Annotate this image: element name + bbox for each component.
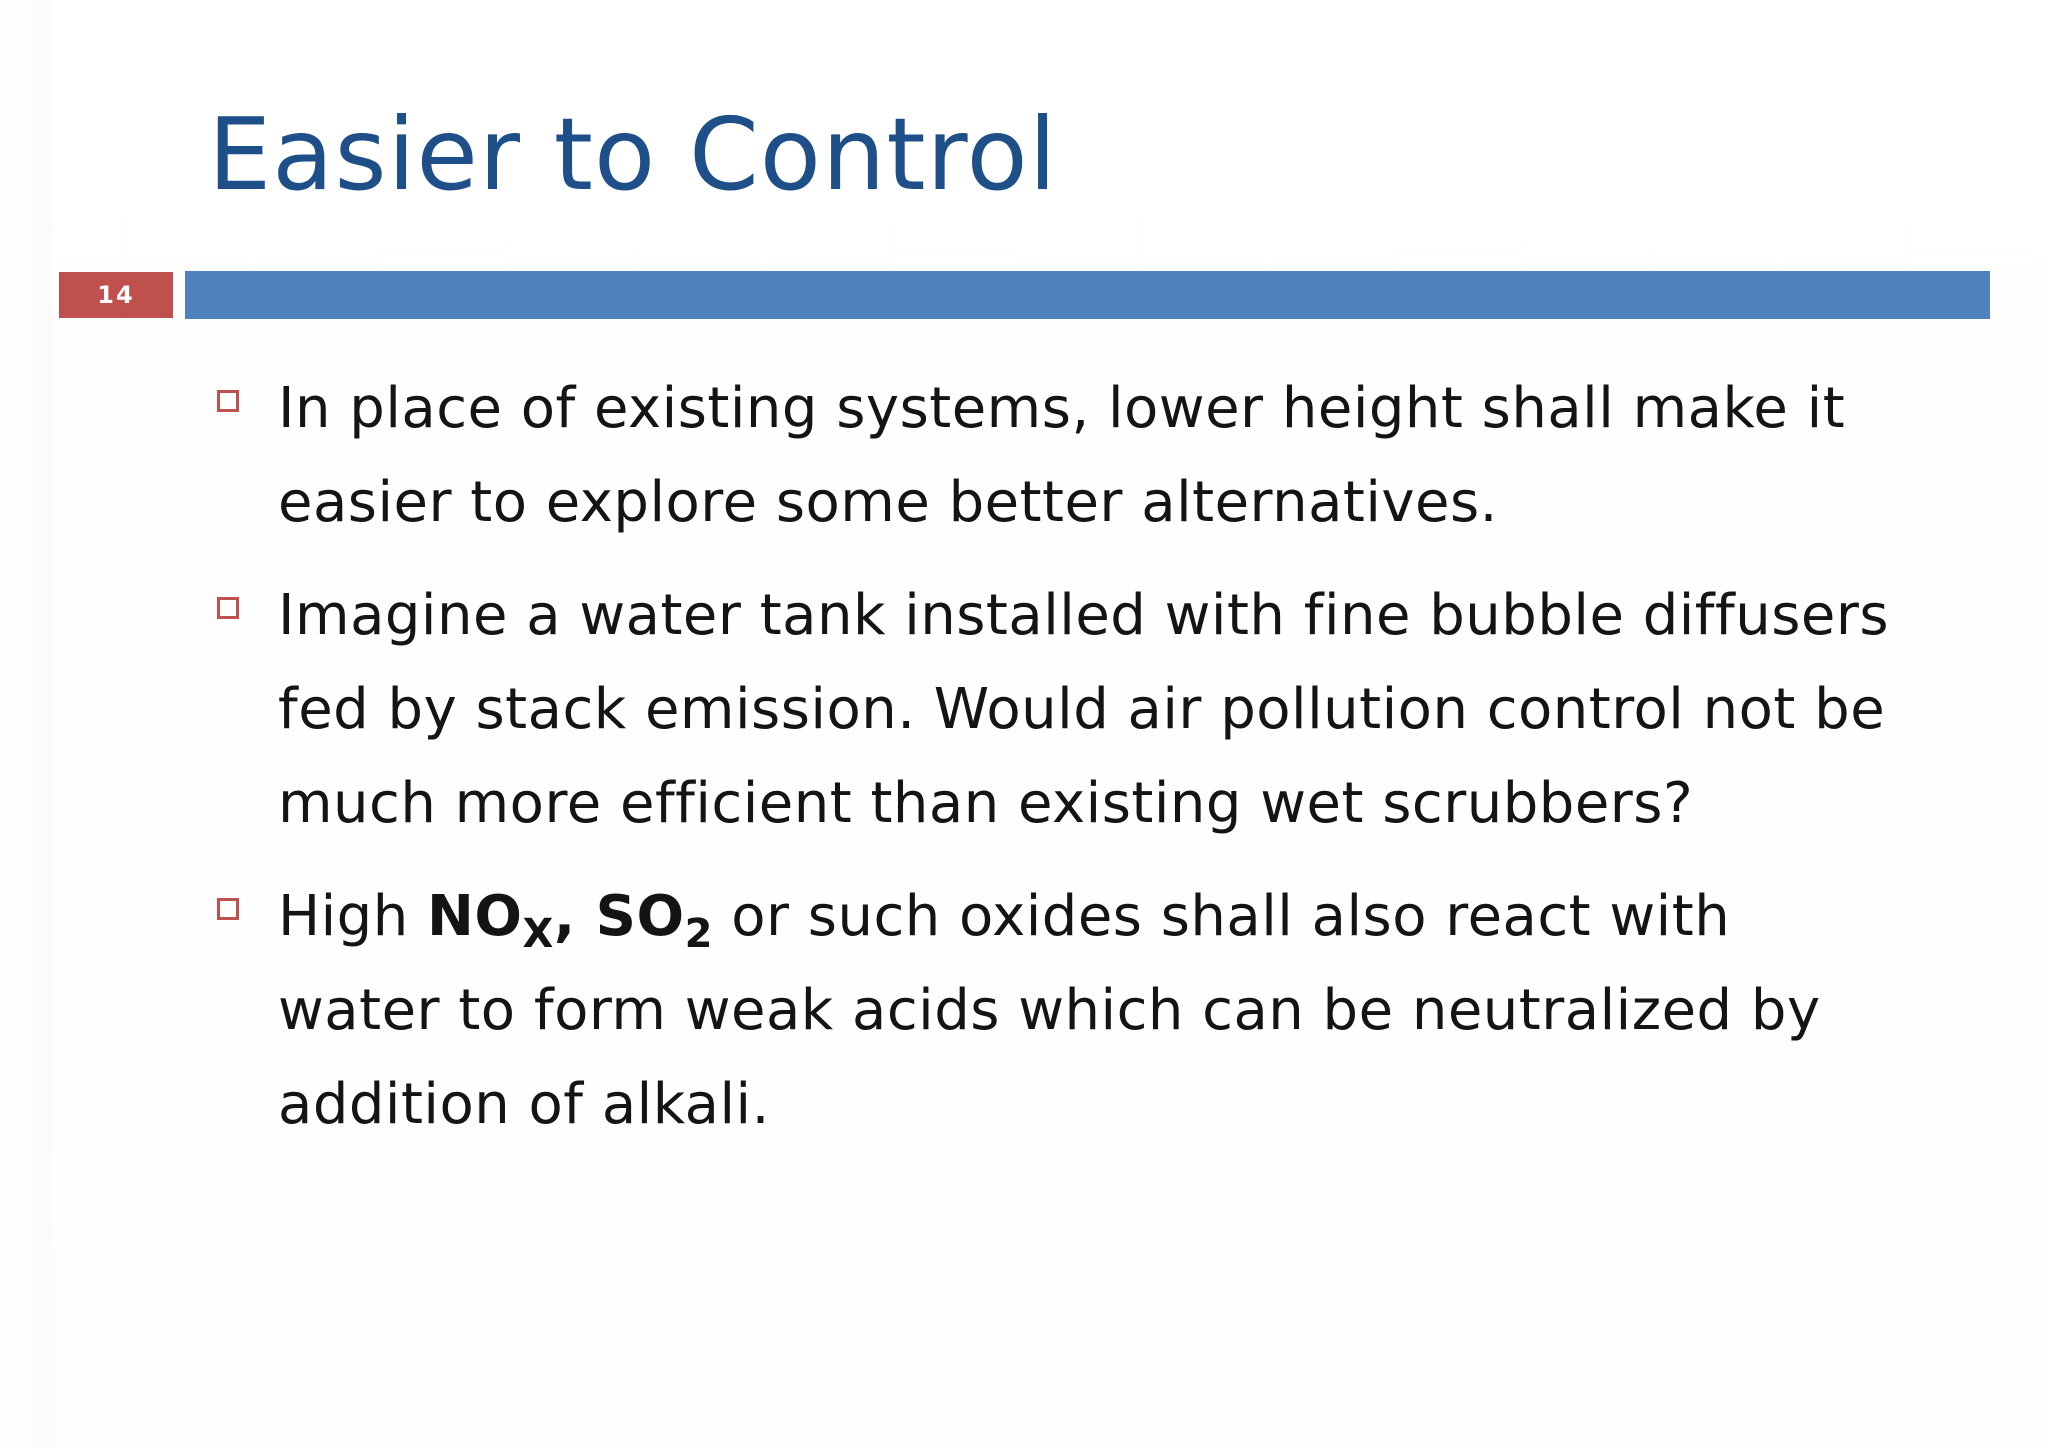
bullet-item [212, 870, 1902, 1152]
bullet-text: In place of existing systems, lower height shall make it easier to explore some better alternatives. [278, 376, 1846, 535]
square-bullet-icon [217, 390, 239, 412]
nox-formula [427, 884, 554, 957]
formula-separator: , [553, 884, 596, 949]
bullet-suffix: or such oxides shall also react with water to form weak acids which can be neutralized by addition of alkali. [278, 884, 1821, 1137]
slide-title: Easier to Control [208, 96, 1058, 213]
slide-number-badge: 14 [59, 272, 173, 318]
so2-subscript: 2 [684, 911, 713, 957]
square-bullet-icon [217, 898, 239, 920]
bullet-item [212, 569, 1902, 851]
bullet-item [212, 362, 1902, 550]
so2-base: SO [595, 884, 685, 949]
bullet-prefix: High [278, 884, 428, 949]
title-divider-bar [185, 271, 1990, 319]
nox-base: NO [427, 884, 523, 949]
bullet-text-with-formulas [278, 870, 1902, 1152]
slide-left-shade [0, 0, 52, 1447]
bullet-text: Imagine a water tank installed with fine bubble diffusers fed by stack emission. Would air pollution control not be much more efficient than existing wet scrubbers? [278, 583, 1890, 836]
so2-formula [595, 884, 713, 957]
bullet-list [212, 362, 1902, 1171]
square-bullet-icon [217, 597, 239, 619]
nox-subscript: X [522, 911, 554, 957]
